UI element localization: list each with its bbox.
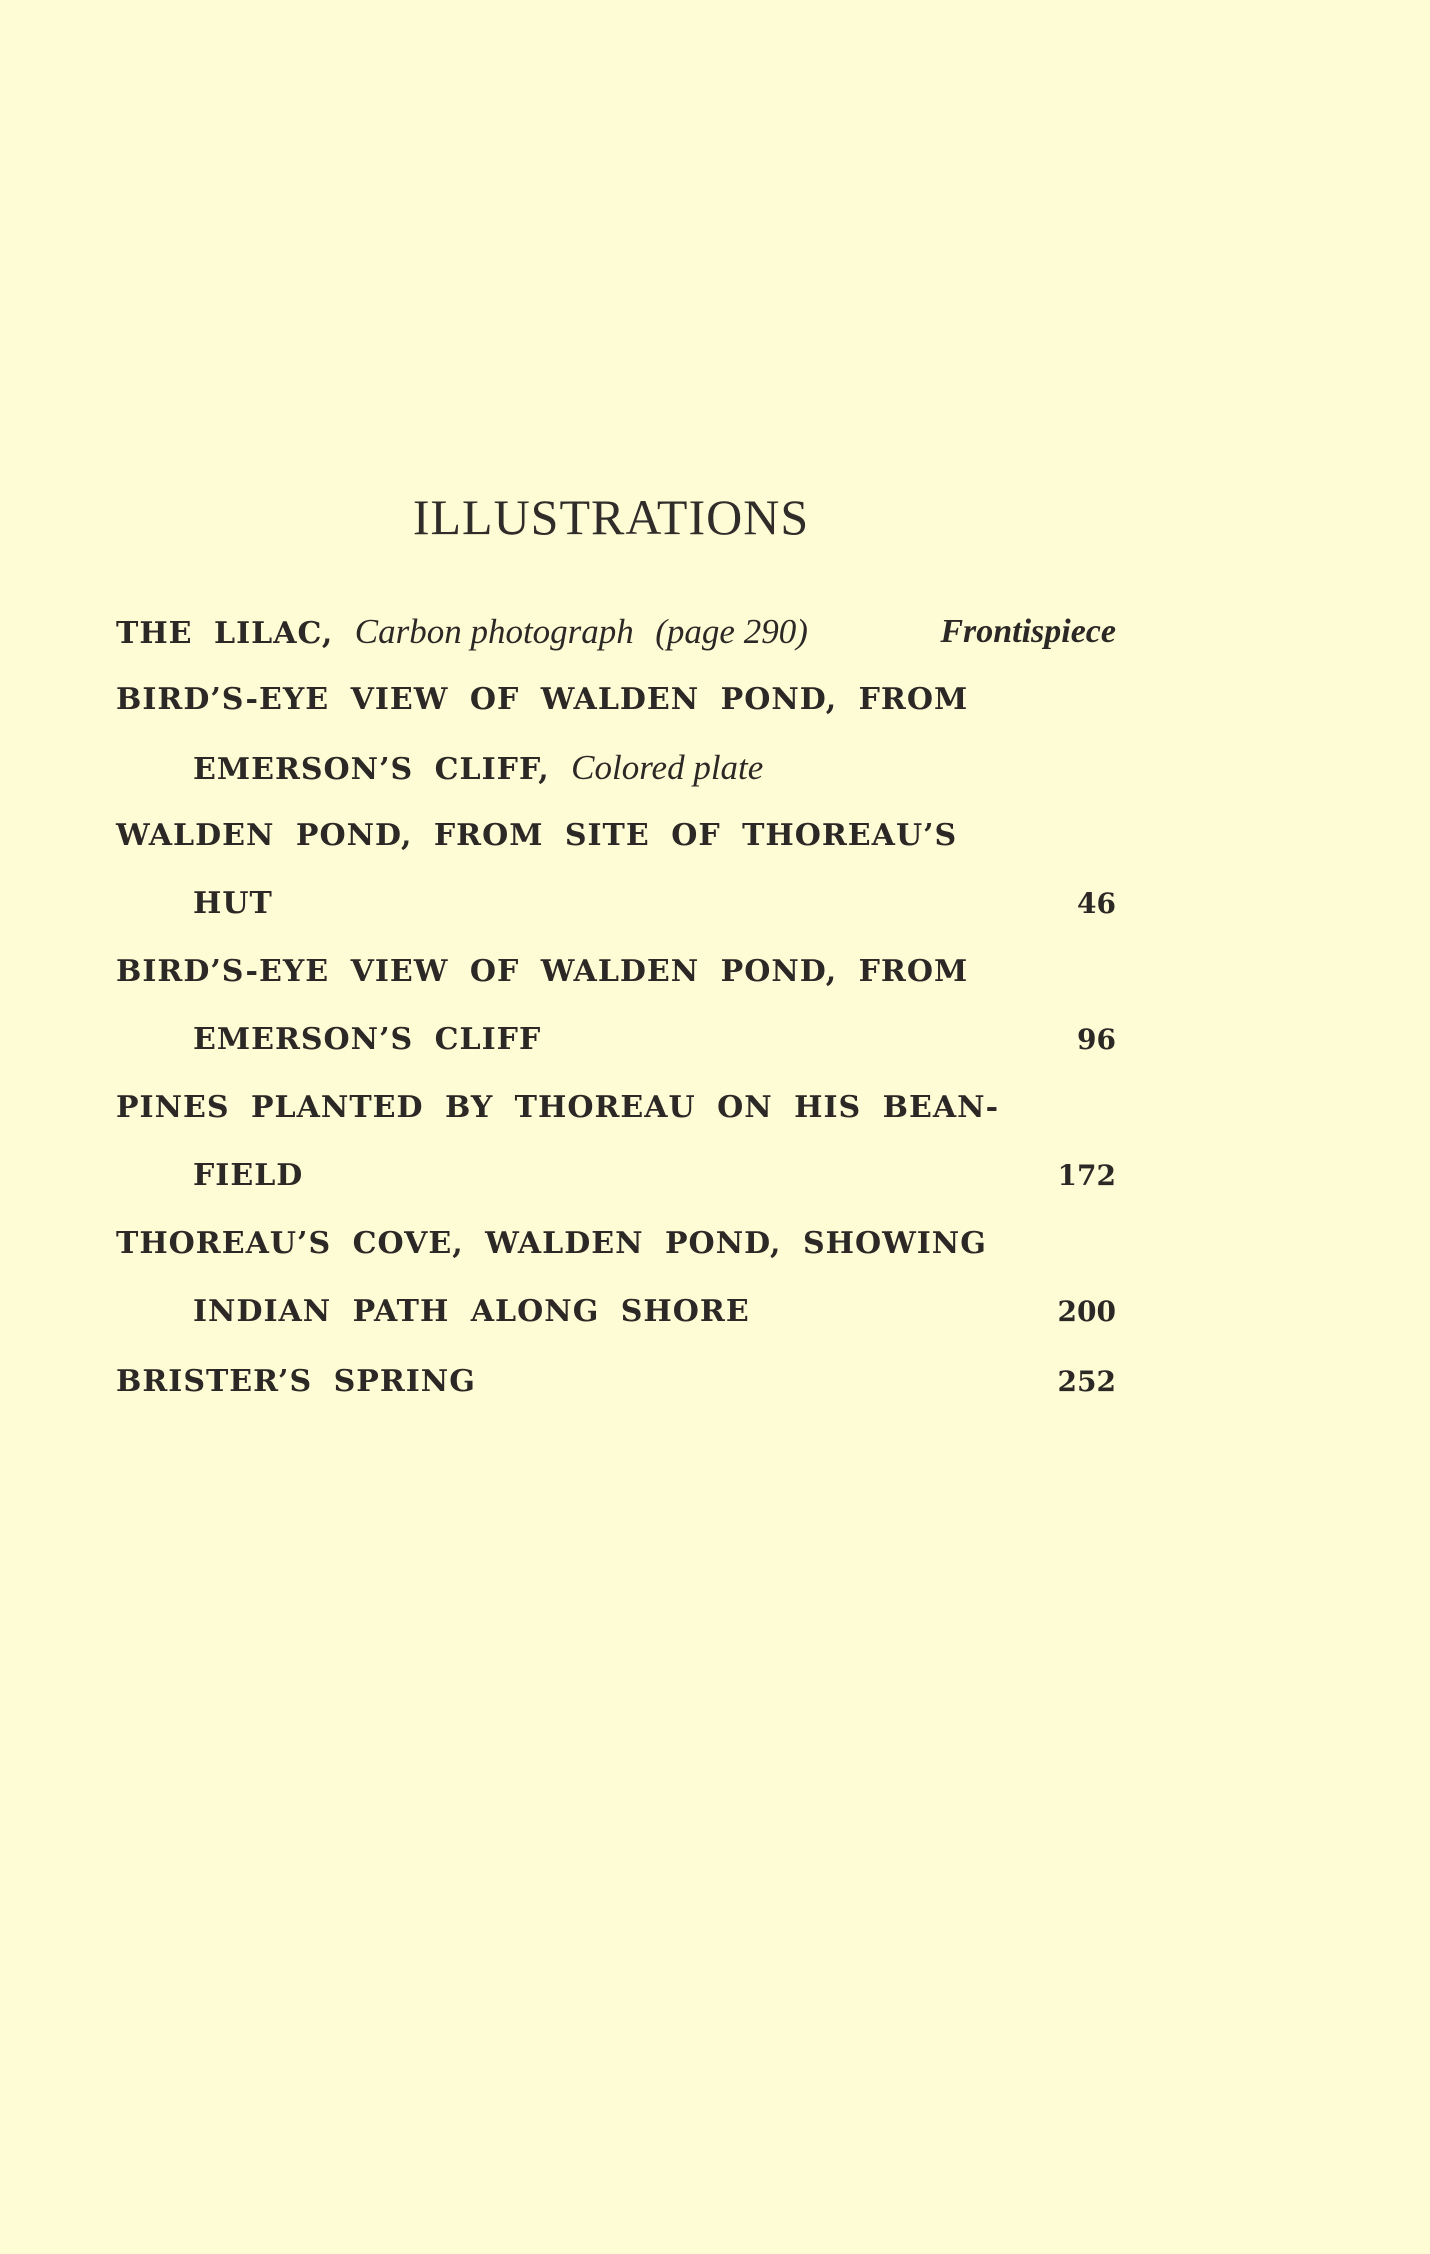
entry-page: 46	[1077, 887, 1116, 920]
entry-title: BIRD’S-EYE VIEW OF WALDEN POND, FROM	[116, 682, 969, 717]
entry-medium: Carbon photograph	[354, 612, 634, 651]
illustration-entry-birds-eye-view-1-continued	[193, 738, 1116, 798]
entry-title: BRISTER’S SPRING	[116, 1364, 476, 1399]
illustration-entry-birds-eye-view-1	[116, 670, 1116, 730]
entry-title: EMERSON’S CLIFF	[193, 1022, 542, 1057]
entry-title: FIELD	[193, 1158, 304, 1193]
entry-page-note: (page 290)	[655, 612, 808, 651]
entry-title: PINES PLANTED BY THOREAU ON HIS BEAN-	[116, 1090, 1000, 1125]
entry-title: HUT	[193, 886, 273, 921]
illustration-entry-pines-planted-continued	[193, 1146, 1116, 1206]
illustration-entry-pines-planted	[116, 1078, 1116, 1138]
illustration-entry-walden-pond-site	[116, 806, 1116, 866]
illustration-entry-the-lilac	[116, 602, 1116, 662]
entry-title: WALDEN POND, FROM SITE OF THOREAU’S	[116, 818, 958, 853]
entry-page: 200	[1057, 1295, 1116, 1328]
illustration-entry-birds-eye-view-2-continued	[193, 1010, 1116, 1070]
page-title: ILLUSTRATIONS	[412, 489, 810, 545]
entry-page: Frontispiece	[940, 613, 1116, 650]
illustration-entry-walden-pond-site-continued	[193, 874, 1116, 934]
entry-page: 96	[1077, 1023, 1116, 1056]
entry-title: INDIAN PATH ALONG SHORE	[193, 1294, 750, 1329]
entry-title: EMERSON’S CLIFF,	[193, 752, 550, 787]
entry-title: THE LILAC,	[116, 616, 334, 651]
illustration-entry-thoreaus-cove-continued	[193, 1282, 1116, 1342]
entry-text	[193, 738, 763, 800]
entry-page: 252	[1057, 1365, 1116, 1398]
entry-medium: Colored plate	[571, 748, 764, 787]
entry-text	[116, 602, 808, 664]
entry-page: 172	[1057, 1159, 1116, 1192]
illustration-entry-bristers-spring	[116, 1352, 1116, 1412]
illustration-entry-birds-eye-view-2	[116, 942, 1116, 1002]
entry-title: BIRD’S-EYE VIEW OF WALDEN POND, FROM	[116, 954, 969, 989]
entry-title: THOREAU’S COVE, WALDEN POND, SHOWING	[116, 1226, 987, 1261]
illustration-entry-thoreaus-cove	[116, 1214, 1116, 1274]
